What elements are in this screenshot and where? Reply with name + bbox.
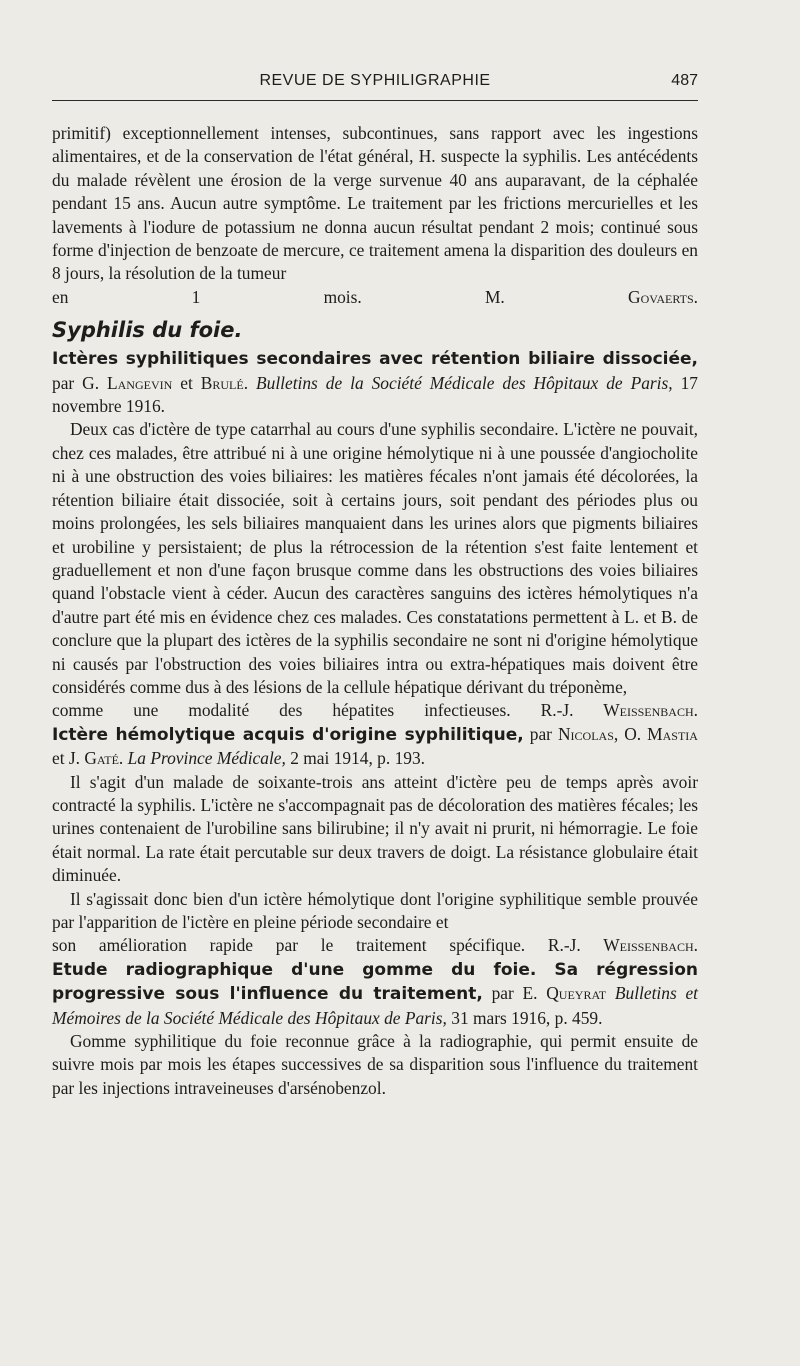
- article1-title: Ictères syphilitiques secondaires avec rétention biliaire dissociée,: [52, 349, 698, 370]
- article2-para1-text: Il s'agit d'un malade de soixante-trois ans atteint d'ictère peu de temps après avoir contracté la syphilis. L'ictère ne s'accompagnait pas de décoloration des matières fécales; les urines contenaient de l'urobiline sans bilirubine; il n'y avait ni prurit, ni hémorragie. Le foie était normal. La rate était percutable sur deux travers de doigt. La résistance globulaire était diminuée.: [52, 771, 698, 886]
- article1-closing-line: [52, 699, 698, 722]
- article1-signature: R.-J. Weissenbach.: [540, 700, 698, 721]
- article2-title: Ictère hémolytique acquis d'origine syphilitique,: [52, 724, 524, 745]
- intro-last-line: en 1 mois.: [52, 286, 362, 307]
- article1-body-text: Deux cas d'ictère de type catarrhal au cours d'une syphilis secondaire. L'ictère ne pouvait, chez ces malades, être attribué ni à une origine hémolytique ni à une poussée d'angiocholite ni à une obstruction des voies biliaires: les matières fécales n'ont jamais été décolorées, la rétention biliaire était dissociée, soit à certains jours, soit pendant des périodes plus ou moins prolongées, les sels biliaires manquaient dans les urines alors que pigments biliaires et urobiline y persistaient; de plus la rétrocession de la rétention s'est faite lentement et graduellement et non d'une façon brusque comme dans les obstructions des voies biliaires quand l'obstacle vient à céder. Aucun des caractères sanguins des ictères hémolytiques n'a d'autre part été mis en évidence chez ces malades. Ces constatations permettent à L. et B. de conclure que la plupart des ictères de la syphilis secondaire ne sont ni d'origine hémolytique ni causés par l'obstruction des voies biliaires intra ou extra-hépatiques mais doivent être considérés comme dus à des lésions de la cellule hépatique dérivant du tréponème,: [52, 419, 698, 697]
- article1-ref-prefix: par G.: [52, 372, 100, 393]
- article1-and: et: [180, 372, 193, 393]
- article2-author2: Mastia: [647, 723, 698, 744]
- section-heading: Syphilis du foie.: [52, 318, 243, 343]
- article2-para2: [52, 888, 698, 935]
- article3-journal: Bulletins et Mémoires de la Société Médicale des Hôpitaux de Paris,: [52, 983, 699, 1028]
- article2-ref-prefix: par: [529, 723, 552, 744]
- running-header: [52, 72, 698, 96]
- article3-ref-prefix: par E.: [491, 983, 538, 1004]
- article2-closing-line: [52, 934, 698, 957]
- article2-last-line: son amélioration rapide par le traitement spécifique.: [52, 935, 526, 956]
- intro-closing-line: [52, 286, 698, 309]
- article1-author2: Brulé.: [200, 372, 249, 393]
- article1-reference: [52, 347, 698, 418]
- article2-para1: [52, 771, 698, 888]
- intro-paragraph: [52, 122, 698, 286]
- article2-author3: Gaté.: [84, 748, 124, 769]
- article1-body: [52, 418, 698, 699]
- article1-last-line: comme une modalité des hépatites infectieuses.: [52, 700, 511, 721]
- article1-author1: Langevin: [107, 372, 173, 393]
- article3-body: [52, 1030, 698, 1100]
- intro-text: primitif) exceptionnellement intenses, subcontinues, sans rapport avec les ingestions alimentaires, et de la conservation de l'état général, H. suspecte la syphilis. Les antécédents du malade révèlent une érosion de la verge survenue 40 ans auparavant, de la céphalée pendant 15 ans. Aucun autre symptôme. Le traitement par les frictions mercurielles et les lavements à l'iodure de potassium ne donna aucun résultat pendant 2 mois; continué sous forme d'injection de benzoate de mercure, ce traitement amena la disparition des douleurs en 8 jours, la résolution de la tumeur: [52, 123, 698, 284]
- article2-reference: [52, 723, 698, 771]
- article2-author1: Nicolas,: [557, 723, 619, 744]
- article3-author1: Queyrat: [546, 983, 607, 1004]
- article2-journal: La Province Médicale,: [127, 748, 286, 769]
- article2-date: 2 mai 1914, p. 193.: [290, 748, 426, 769]
- article3-title: Etude radiographique d'une gomme du foie. Sa régression progressive sous l'influence du traitement,: [52, 959, 698, 1005]
- page-body: [52, 122, 698, 1100]
- article3-body-text: Gomme syphilitique du foie reconnue grâce à la radiographie, qui permit ensuite de suivre mois par mois les étapes successives de sa disparition sous l'influence du traitement par les injections intraveineuses d'arsénobenzol.: [52, 1031, 698, 1098]
- article3-date: 31 mars 1916, p. 459.: [451, 1007, 603, 1028]
- page-number: 487: [671, 72, 698, 89]
- article2-para2-text: Il s'agissait donc bien d'un ictère hémolytique dont l'origine syphilitique semble prouvée par l'apparition de l'ictère en pleine période secondaire et: [52, 888, 698, 932]
- article1-date: 17 novembre 1916.: [52, 372, 698, 417]
- article2-signature: R.-J. Weissenbach.: [547, 935, 698, 956]
- article2-author2-prefix: O.: [624, 723, 642, 744]
- journal-title: REVUE DE SYPHILIGRAPHIE: [259, 72, 491, 89]
- header-rule: [52, 100, 698, 101]
- article1-journal: Bulletins de la Société Médicale des Hôpitaux de Paris,: [256, 372, 673, 393]
- article3-reference: [52, 958, 698, 1030]
- intro-signature: M. Govaerts.: [484, 286, 698, 307]
- article2-and: et J.: [52, 748, 81, 769]
